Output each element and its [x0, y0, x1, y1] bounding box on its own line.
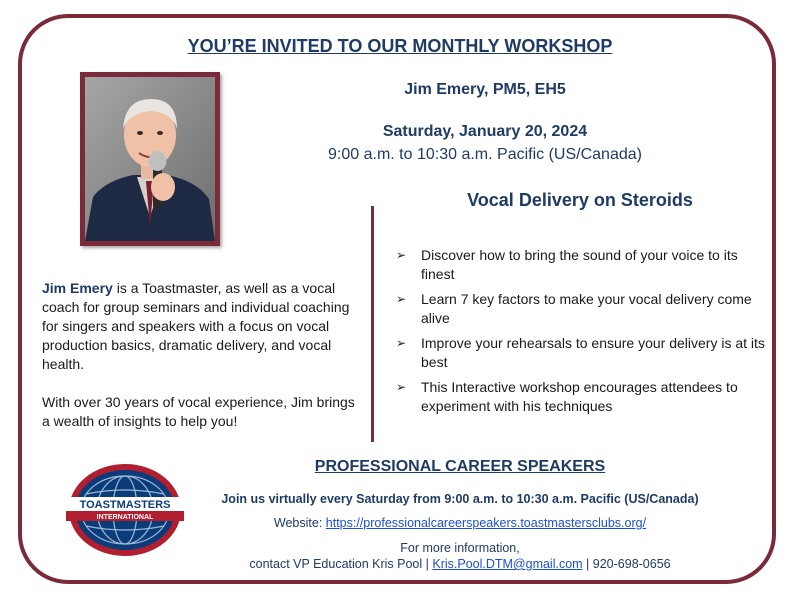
- list-item: [396, 378, 766, 415]
- event-time: 9:00 a.m. to 10:30 a.m. Pacific (US/Canada): [328, 146, 642, 163]
- meeting-schedule: Join us virtually every Saturday from 9:00 a.m. to 10:30 a.m. Pacific (US/Canada): [221, 492, 699, 506]
- bio-paragraph-2: With over 30 years of vocal experience, Jim brings a wealth of insights to help you!: [42, 394, 355, 429]
- bio-text: is a Toastmaster, as well as a vocal coach for group seminars and individual coaching for singers and speakers with a focus on vocal production basics, dramatic delivery, and vocal health.: [42, 280, 350, 372]
- toastmasters-logo: [66, 462, 184, 558]
- website-label: Website:: [273, 516, 326, 530]
- contact-line: [190, 557, 730, 571]
- speaker-bio: [42, 279, 362, 450]
- logo-line-2: INTERNATIONAL: [96, 514, 154, 521]
- event-date: Saturday, January 20, 2024: [382, 123, 588, 140]
- workshop-topic: Vocal Delivery on Steroids: [467, 190, 693, 210]
- bio-speaker-name: Jim Emery: [42, 280, 113, 296]
- speaker-name: Jim Emery, PM5, EH5: [404, 81, 566, 98]
- club-name: PROFESSIONAL CAREER SPEAKERS: [314, 458, 606, 475]
- arrow-bullet-icon: ➢: [396, 248, 407, 262]
- list-item: [396, 290, 766, 327]
- list-item: [396, 334, 766, 371]
- logo-line-1: TOASTMASTERS: [79, 499, 171, 511]
- website-link[interactable]: https://professionalcareerspeakers.toastmastersclubs.org/: [325, 516, 647, 530]
- page-title: YOU’RE INVITED TO OUR MONTHLY WORKSHOP: [187, 36, 613, 56]
- arrow-bullet-icon: ➢: [396, 292, 407, 306]
- list-item-text: Improve your rehearsals to ensure your delivery is at its best: [421, 335, 765, 370]
- speaker-photo: [80, 72, 220, 246]
- list-item-text: Discover how to bring the sound of your voice to its finest: [421, 247, 738, 282]
- contact-prefix: contact VP Education Kris Pool |: [249, 557, 433, 571]
- list-item-text: Learn 7 key factors to make your vocal delivery come alive: [421, 291, 752, 326]
- workshop-highlights: [396, 246, 766, 422]
- list-item-text: This Interactive workshop encourages attendees to experiment with his techniques: [421, 379, 738, 414]
- website-line: [190, 516, 730, 530]
- phone-number: | 920-698-0656: [582, 557, 671, 571]
- email-link[interactable]: Kris.Pool.DTM@gmail.com: [432, 557, 583, 571]
- bio-paragraph-1: [42, 279, 362, 374]
- list-item: [396, 246, 766, 283]
- arrow-bullet-icon: ➢: [396, 336, 407, 350]
- column-divider: [371, 206, 374, 442]
- arrow-bullet-icon: ➢: [396, 380, 407, 394]
- info-line: For more information,: [400, 541, 520, 555]
